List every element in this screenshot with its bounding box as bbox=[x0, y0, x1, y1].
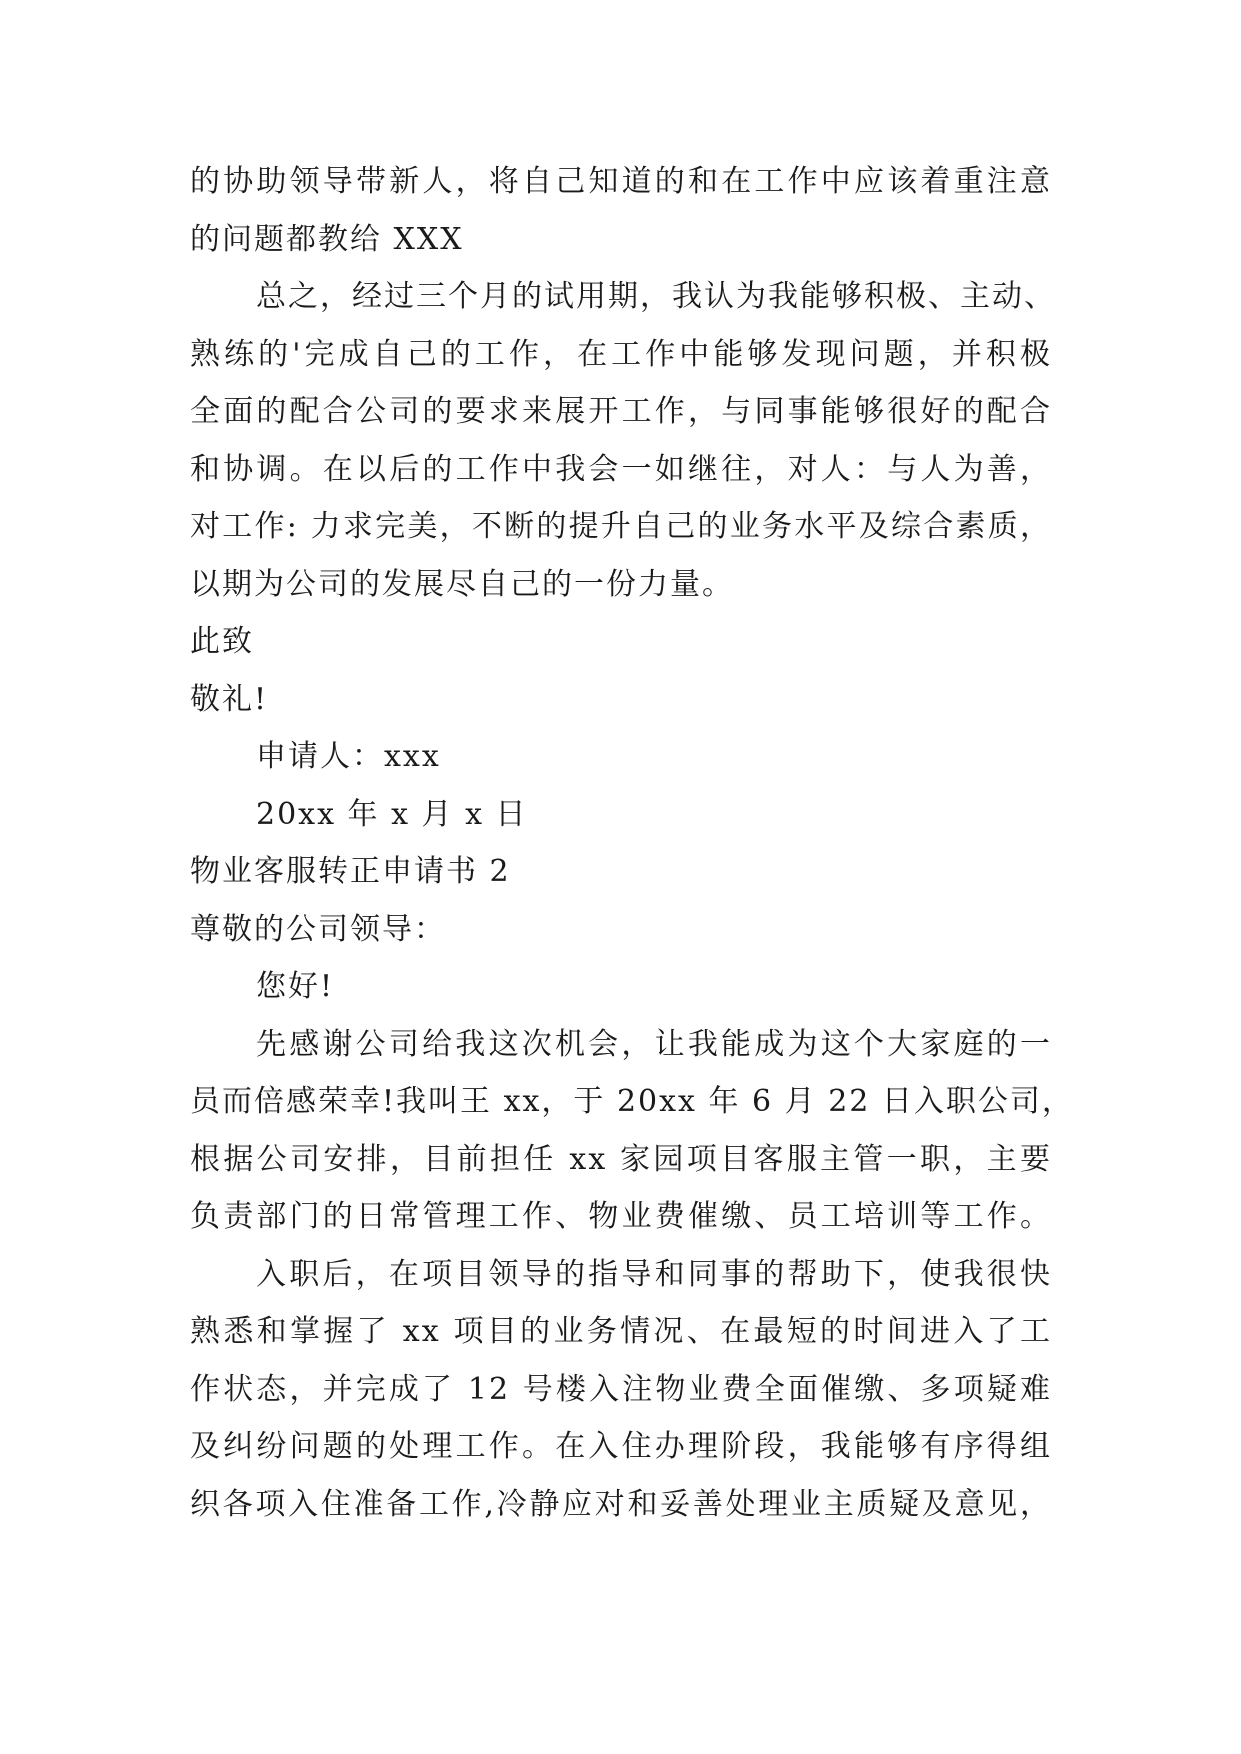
text-line: 对工作: 力求完美，不断的提升自己的业务水平及综合素质， bbox=[190, 509, 1052, 544]
section-title: 物业客服转正申请书 2 bbox=[190, 854, 511, 889]
text-line: 作状态，并完成了 12 号楼入注物业费全面催缴、多项疑难 bbox=[190, 1372, 1052, 1407]
greeting: 您好! bbox=[256, 969, 335, 1004]
text-line: 员而倍感荣幸!我叫王 xx，于 20xx 年 6 月 22 日入职公司， bbox=[190, 1084, 1074, 1119]
text-line: 的协助领导带新人，将自己知道的和在工作中应该着重注意 bbox=[190, 164, 1052, 199]
text-line: 熟悉和掌握了 xx 项目的业务情况、在最短的时间进入了工 bbox=[190, 1314, 1052, 1349]
text-line: 熟练的'完成自己的工作，在工作中能够发现问题，并积极 bbox=[190, 337, 1052, 372]
closing-salutation: 此致 bbox=[190, 624, 254, 659]
text-line: 的问题都教给 XXX bbox=[190, 222, 464, 257]
text-line: 总之，经过三个月的试用期，我认为我能够积极、主动、 bbox=[256, 279, 1056, 314]
text-line: 及纠纷问题的处理工作。在入住办理阶段，我能够有序得组 bbox=[190, 1429, 1052, 1464]
date-line: 20xx 年 x 月 x 日 bbox=[256, 797, 528, 832]
text-line: 先感谢公司给我这次机会，让我能成为这个大家庭的一 bbox=[256, 1027, 1052, 1062]
text-line: 以期为公司的发展尽自己的一份力量。 bbox=[190, 567, 734, 602]
greeting-addressee: 尊敬的公司领导： bbox=[190, 912, 446, 947]
applicant-line: 申请人：xxx bbox=[256, 739, 441, 774]
text-line: 和协调。在以后的工作中我会一如继往，对人：与人为善， bbox=[190, 452, 1052, 487]
text-line: 根据公司安排，目前担任 xx 家园项目客服主管一职，主要 bbox=[190, 1142, 1052, 1177]
text-line: 入职后，在项目领导的指导和同事的帮助下，使我很快 bbox=[256, 1257, 1052, 1292]
text-line: 全面的配合公司的要求来展开工作，与同事能够很好的配合 bbox=[190, 394, 1052, 429]
text-line: 织各项入住准备工作,冷静应对和妥善处理业主质疑及意见， bbox=[190, 1487, 1052, 1522]
closing-regards: 敬礼! bbox=[190, 682, 269, 717]
text-line: 负责部门的日常管理工作、物业费催缴、员工培训等工作。 bbox=[190, 1199, 1052, 1234]
